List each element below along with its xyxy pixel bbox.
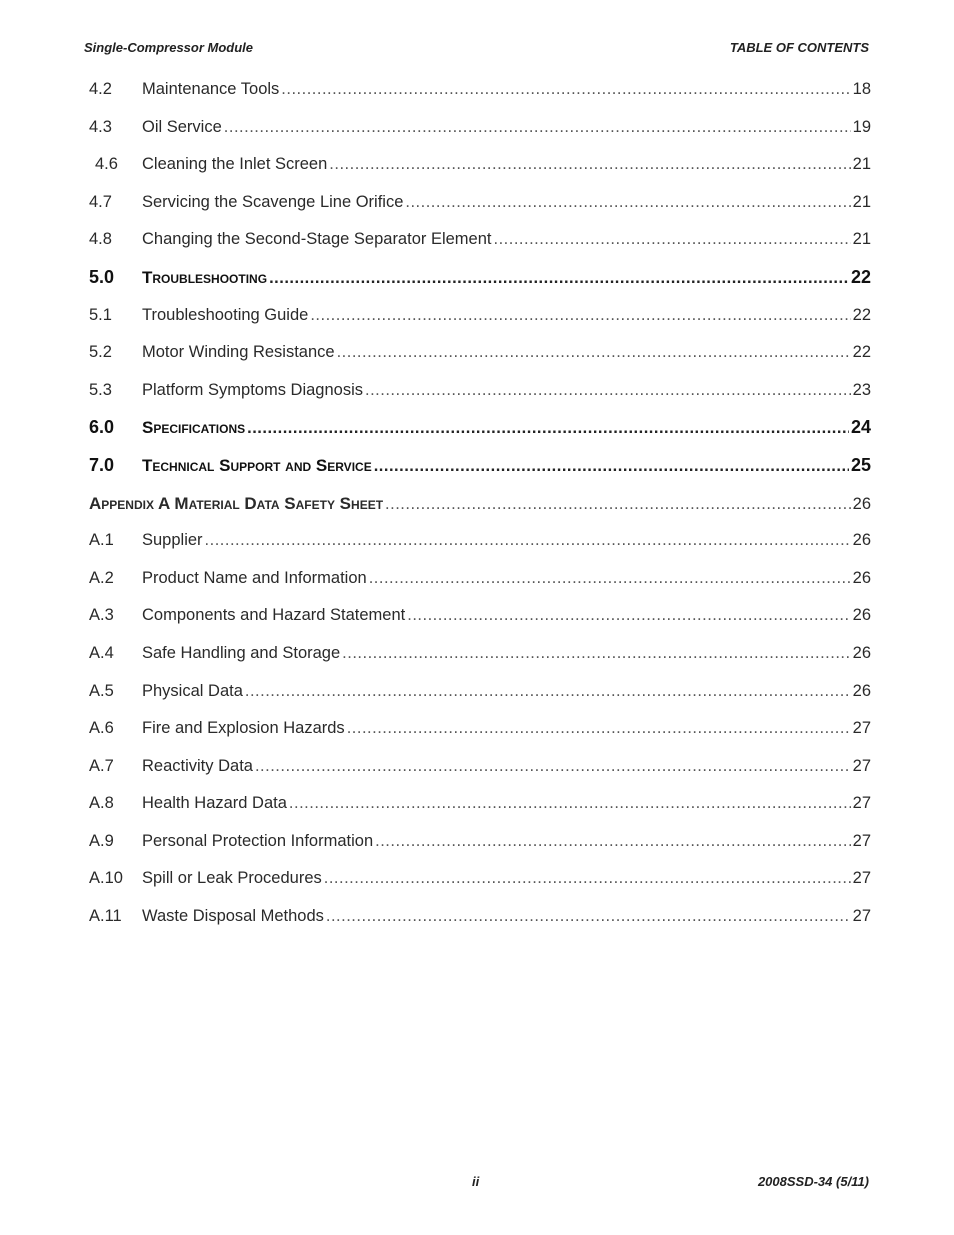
dot-leader — [342, 635, 850, 673]
dot-leader — [289, 785, 851, 823]
dot-leader — [269, 260, 849, 298]
toc-entry[interactable] — [89, 597, 871, 635]
toc-entry-page: 22 — [852, 343, 871, 362]
toc-entry-page: 27 — [852, 869, 871, 888]
toc-entry-page: 27 — [852, 907, 871, 926]
toc-entry-page: 24 — [850, 417, 871, 438]
toc-entry-page: 26 — [852, 494, 871, 513]
dot-leader — [365, 372, 851, 410]
toc-entry-title: Physical Data — [142, 681, 243, 700]
header-module-title: Single-Compressor Module — [84, 40, 254, 55]
toc-entry-title: Fire and Explosion Hazards — [142, 719, 345, 738]
dot-leader — [224, 109, 851, 147]
toc-entry-page: 26 — [852, 643, 871, 662]
toc-entry-page: 27 — [852, 794, 871, 813]
dot-leader — [375, 823, 851, 861]
toc-entry-number: 4.6 — [95, 155, 118, 174]
dot-leader — [405, 184, 850, 222]
toc-entry[interactable] — [89, 146, 871, 184]
toc-entry[interactable] — [89, 297, 871, 335]
toc-entry[interactable] — [89, 522, 871, 560]
dot-leader — [310, 297, 850, 335]
dot-leader — [205, 522, 851, 560]
toc-entry[interactable] — [89, 823, 871, 861]
toc-entry-title: Components and Hazard Statement — [142, 606, 406, 625]
toc-entry-number: 4.8 — [89, 230, 112, 249]
toc-entry-title: Waste Disposal Methods — [142, 907, 324, 926]
page-number: ii — [472, 1174, 480, 1189]
dot-leader — [326, 898, 851, 936]
toc-entry-number: 7.0 — [89, 454, 115, 475]
toc-entry-number: 5.1 — [89, 305, 112, 324]
toc-entry-title: Health Hazard Data — [142, 794, 287, 813]
toc-entry-title: Spill or Leak Procedures — [142, 869, 322, 888]
toc-entry-number: A.6 — [89, 719, 114, 738]
toc-entry-number: A.9 — [89, 831, 114, 850]
toc-entry-title: Changing the Second-Stage Separator Element — [142, 230, 492, 249]
toc-entry-page: 26 — [852, 681, 871, 700]
toc-entry-number: A.7 — [89, 756, 114, 775]
toc-entry-title: Reactivity Data — [142, 756, 253, 775]
toc-entry[interactable] — [89, 334, 871, 372]
toc-entry-page: 21 — [852, 192, 871, 211]
toc-entry-title: Cleaning the Inlet Screen — [142, 155, 328, 174]
toc-entry-title: Specifications — [142, 418, 246, 438]
dot-leader — [247, 410, 849, 448]
toc-entry-page: 26 — [852, 568, 871, 587]
toc-entry[interactable] — [89, 673, 871, 711]
dot-leader — [329, 146, 850, 184]
toc-entry-title: Appendix A Material Data Safety Sheet — [89, 493, 384, 513]
toc-entry[interactable] — [89, 860, 871, 898]
toc-entry-page: 25 — [850, 454, 871, 475]
page-footer — [84, 1174, 869, 1194]
toc-entry-title: Supplier — [142, 531, 203, 550]
toc-entry-number: A.2 — [89, 568, 114, 587]
toc-entry-title: Maintenance Tools — [142, 80, 280, 98]
toc-entry-number: 5.3 — [89, 380, 112, 399]
toc-entry-page: 22 — [852, 305, 871, 324]
dot-leader — [281, 71, 850, 109]
toc-entry-number: A.1 — [89, 531, 114, 550]
toc-entry-page: 26 — [852, 531, 871, 550]
toc-entry-page: 27 — [852, 756, 871, 775]
toc-entry-page: 26 — [852, 606, 871, 625]
toc-entry[interactable] — [89, 748, 871, 786]
toc-entry[interactable] — [89, 221, 871, 259]
toc-entry-page: 18 — [852, 80, 871, 98]
toc-entry-page: 21 — [852, 155, 871, 174]
toc-entry-title: Personal Protection Information — [142, 831, 374, 850]
toc-entry-title: Troubleshooting Guide — [142, 305, 309, 324]
dot-leader — [407, 597, 850, 635]
toc-entry-page: 21 — [852, 230, 871, 249]
toc-entry-title: Oil Service — [142, 117, 222, 136]
toc-entry[interactable] — [89, 184, 871, 222]
dot-leader — [347, 710, 851, 748]
toc-entry-page: 19 — [852, 117, 871, 136]
toc-entry-number: A.5 — [89, 681, 114, 700]
dot-leader — [374, 448, 849, 486]
dot-leader — [324, 860, 851, 898]
toc-entry[interactable] — [89, 447, 871, 485]
toc-entry-number: 4.2 — [89, 80, 112, 98]
toc-entry-page: 27 — [852, 719, 871, 738]
toc-entry-number: 4.3 — [89, 117, 112, 136]
toc-entry[interactable] — [89, 485, 871, 523]
toc-entry[interactable] — [89, 710, 871, 748]
dot-leader — [369, 560, 851, 598]
dot-leader — [493, 221, 850, 259]
page-header — [84, 40, 869, 60]
toc-entry-title: Motor Winding Resistance — [142, 343, 335, 362]
toc-entry-number: 5.0 — [89, 266, 115, 287]
toc-entry-number: 5.2 — [89, 343, 112, 362]
table-of-contents — [89, 71, 871, 936]
header-section-title: TABLE OF CONTENTS — [729, 40, 869, 55]
dot-leader — [385, 486, 851, 524]
toc-entry-title: Safe Handling and Storage — [142, 643, 341, 662]
toc-entry-title: Platform Symptoms Diagnosis — [142, 380, 363, 399]
toc-entry-page: 22 — [850, 266, 871, 287]
toc-entry-title: Troubleshooting — [142, 267, 268, 287]
toc-entry[interactable] — [89, 898, 871, 936]
toc-entry[interactable] — [89, 635, 871, 673]
toc-entry[interactable] — [89, 785, 871, 823]
dot-leader — [255, 748, 851, 786]
toc-entry-number: A.11 — [89, 907, 122, 926]
toc-entry[interactable] — [89, 109, 871, 147]
toc-entry-number: 6.0 — [89, 417, 115, 438]
toc-entry[interactable] — [89, 560, 871, 598]
toc-entry[interactable] — [89, 372, 871, 410]
dot-leader — [337, 334, 851, 372]
toc-entry-number: A.3 — [89, 606, 114, 625]
toc-entry-title: Technical Support and Service — [142, 455, 372, 475]
toc-entry-page: 23 — [852, 380, 871, 399]
toc-entry-number: 4.7 — [89, 192, 112, 211]
toc-entry-number: A.10 — [89, 869, 123, 888]
toc-entry-title: Product Name and Information — [142, 568, 367, 587]
toc-entry[interactable] — [89, 259, 871, 297]
toc-entry-number: A.8 — [89, 794, 114, 813]
toc-entry[interactable] — [89, 409, 871, 447]
toc-entry[interactable] — [89, 71, 871, 109]
document-number: 2008SSD-34 (5/11) — [757, 1174, 869, 1189]
toc-entry-title: Servicing the Scavenge Line Orifice — [142, 192, 404, 211]
toc-entry-number: A.4 — [89, 643, 114, 662]
toc-entry-page: 27 — [852, 831, 871, 850]
dot-leader — [245, 673, 851, 711]
